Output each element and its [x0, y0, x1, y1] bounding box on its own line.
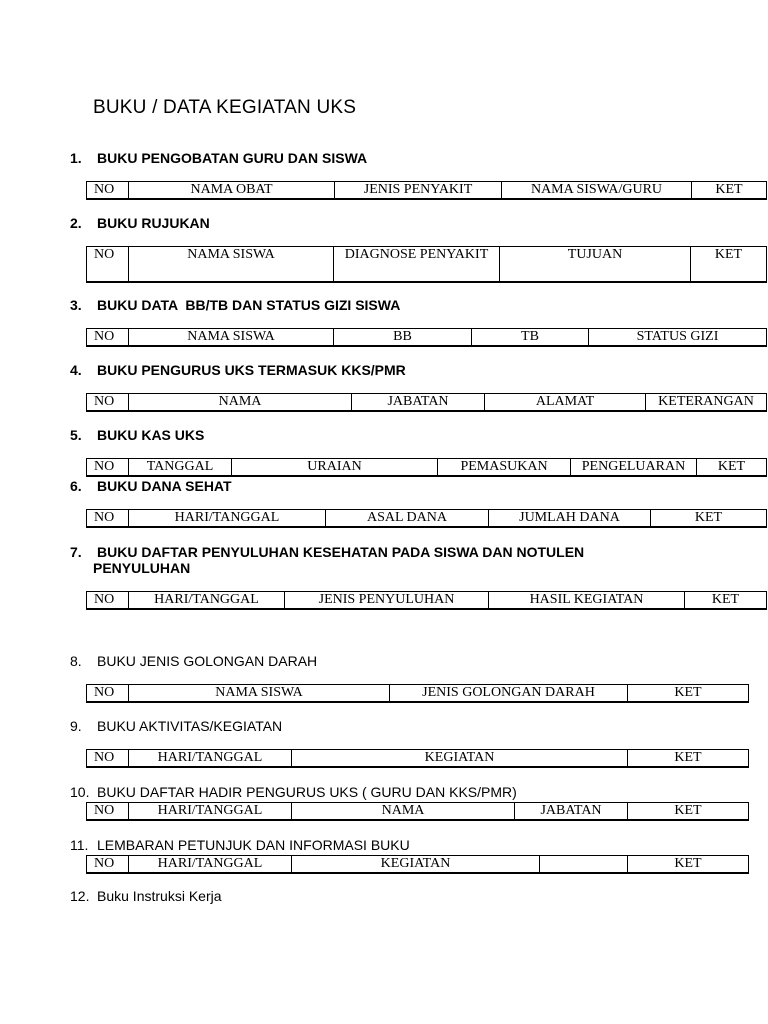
column-header: JABATAN [352, 394, 485, 412]
column-header [540, 856, 628, 874]
column-header: NAMA SISWA/GURU [502, 182, 692, 200]
column-header: NAMA [292, 803, 515, 821]
section-number: 2. [70, 215, 82, 231]
section-number: 8. [70, 653, 82, 669]
column-header: NO [87, 247, 129, 282]
section-8-heading [70, 653, 317, 669]
section-12-heading [70, 888, 222, 904]
section-9-heading [70, 718, 282, 734]
section-number: 11. [70, 837, 89, 853]
column-header: KEGIATAN [292, 750, 628, 768]
column-header: TB [472, 329, 589, 347]
column-header: KET [685, 592, 767, 610]
column-header: NO [87, 394, 129, 412]
section-title: BUKU AKTIVITAS/KEGIATAN [97, 718, 283, 734]
column-header: KET [691, 247, 767, 282]
column-header: KET [628, 750, 749, 768]
section-5-heading [70, 427, 204, 443]
column-header: PENGELUARAN [571, 459, 697, 477]
column-header: DIAGNOSE PENYAKIT [334, 247, 500, 282]
section-number: 7. [70, 544, 82, 560]
column-header: URAIAN [232, 459, 438, 477]
column-header: KET [692, 182, 767, 200]
table-header-row [87, 329, 767, 347]
table-header-row [87, 856, 749, 874]
section-3-heading [70, 297, 400, 313]
table-buku-aktivitas [86, 749, 749, 768]
section-title: BUKU DAFTAR PENYULUHAN KESEHATAN PADA SISWA DAN NOTULEN [97, 544, 585, 560]
column-header: JENIS PENYAKIT [335, 182, 502, 200]
table-header-row [87, 592, 767, 610]
section-11-heading [70, 837, 410, 853]
column-header: KET [697, 459, 767, 477]
table-buku-daftar-hadir [86, 802, 749, 821]
table-header-row [87, 750, 749, 768]
section-number: 9. [70, 718, 82, 734]
column-header: NO [87, 750, 129, 768]
column-header: JABATAN [515, 803, 628, 821]
column-header: PEMASUKAN [438, 459, 571, 477]
column-header: KEGIATAN [292, 856, 540, 874]
table-buku-pengurus [86, 393, 767, 412]
page-title: BUKU / DATA KEGIATAN UKS [93, 97, 357, 118]
section-title: BUKU PENGURUS UKS TERMASUK KKS/PMR [97, 362, 406, 378]
section-title: BUKU JENIS GOLONGAN DARAH [97, 653, 318, 669]
section-number: 6. [70, 478, 82, 494]
column-header: TANGGAL [129, 459, 232, 477]
section-title-continued: PENYULUHAN [93, 560, 191, 576]
table-header-row [87, 394, 767, 412]
column-header: NO [87, 803, 129, 821]
table-buku-data-gizi [86, 328, 767, 347]
column-header: HARI/TANGGAL [129, 803, 292, 821]
column-header: HARI/TANGGAL [129, 510, 326, 528]
section-number: 4. [70, 362, 82, 378]
section-2-heading [70, 215, 210, 231]
column-header: KET [628, 856, 749, 874]
column-header: NO [87, 856, 129, 874]
column-header: HARI/TANGGAL [129, 856, 292, 874]
column-header: ASAL DANA [326, 510, 489, 528]
column-header: NAMA [129, 394, 352, 412]
column-header: NAMA SISWA [129, 247, 334, 282]
column-header: HARI/TANGGAL [129, 750, 292, 768]
section-7-heading [70, 544, 584, 576]
section-title: BUKU RUJUKAN [97, 215, 210, 231]
column-header: NO [87, 510, 129, 528]
column-header: NAMA SISWA [129, 685, 390, 703]
column-header: JUMLAH DANA [489, 510, 651, 528]
column-header: JENIS PENYULUHAN [285, 592, 489, 610]
column-header: NAMA SISWA [129, 329, 334, 347]
column-header: BB [334, 329, 472, 347]
table-header-row [87, 247, 767, 282]
table-buku-golongan-darah [86, 684, 749, 703]
column-header: HASIL KEGIATAN [489, 592, 685, 610]
section-6-heading [70, 478, 232, 494]
table-header-row [87, 182, 767, 200]
column-header: KET [628, 803, 749, 821]
section-title: BUKU PENGOBATAN GURU DAN SISWA [97, 150, 368, 166]
column-header: ALAMAT [485, 394, 646, 412]
column-header: KETERANGAN [646, 394, 767, 412]
section-title: BUKU DATA BB/TB DAN STATUS GIZI SISWA [97, 297, 401, 313]
column-header: JENIS GOLONGAN DARAH [390, 685, 628, 703]
section-title: BUKU KAS UKS [97, 427, 205, 443]
section-title: BUKU DAFTAR HADIR PENGURUS UKS ( GURU DAN KKS/PMR) [97, 784, 517, 800]
section-number: 1. [70, 150, 82, 166]
section-number: 3. [70, 297, 82, 313]
table-buku-pengobatan [86, 181, 767, 200]
section-title: Buku Instruksi Kerja [97, 888, 222, 904]
column-header: TUJUAN [500, 247, 691, 282]
column-header: NO [87, 592, 129, 610]
column-header: NO [87, 685, 129, 703]
table-header-row [87, 510, 767, 528]
column-header: NO [87, 459, 129, 477]
column-header: NAMA OBAT [129, 182, 335, 200]
column-header: NO [87, 329, 129, 347]
column-header: STATUS GIZI [589, 329, 767, 347]
section-number: 12. [70, 888, 90, 904]
table-header-row [87, 803, 749, 821]
table-lembaran-petunjuk [86, 855, 749, 874]
table-header-row [87, 459, 767, 477]
table-buku-penyuluhan [86, 591, 767, 610]
column-header: HARI/TANGGAL [129, 592, 285, 610]
table-header-row [87, 685, 749, 703]
section-title: BUKU DANA SEHAT [97, 478, 232, 494]
section-10-heading [70, 784, 517, 800]
column-header: NO [87, 182, 129, 200]
section-4-heading [70, 362, 406, 378]
section-title: LEMBARAN PETUNJUK DAN INFORMASI BUKU [97, 837, 410, 853]
table-buku-rujukan [86, 246, 767, 283]
section-number: 5. [70, 427, 82, 443]
column-header: KET [628, 685, 749, 703]
section-1-heading [70, 150, 367, 166]
column-header: KET [651, 510, 767, 528]
section-number: 10. [70, 784, 90, 800]
table-buku-kas [86, 458, 767, 477]
table-buku-dana-sehat [86, 509, 767, 528]
